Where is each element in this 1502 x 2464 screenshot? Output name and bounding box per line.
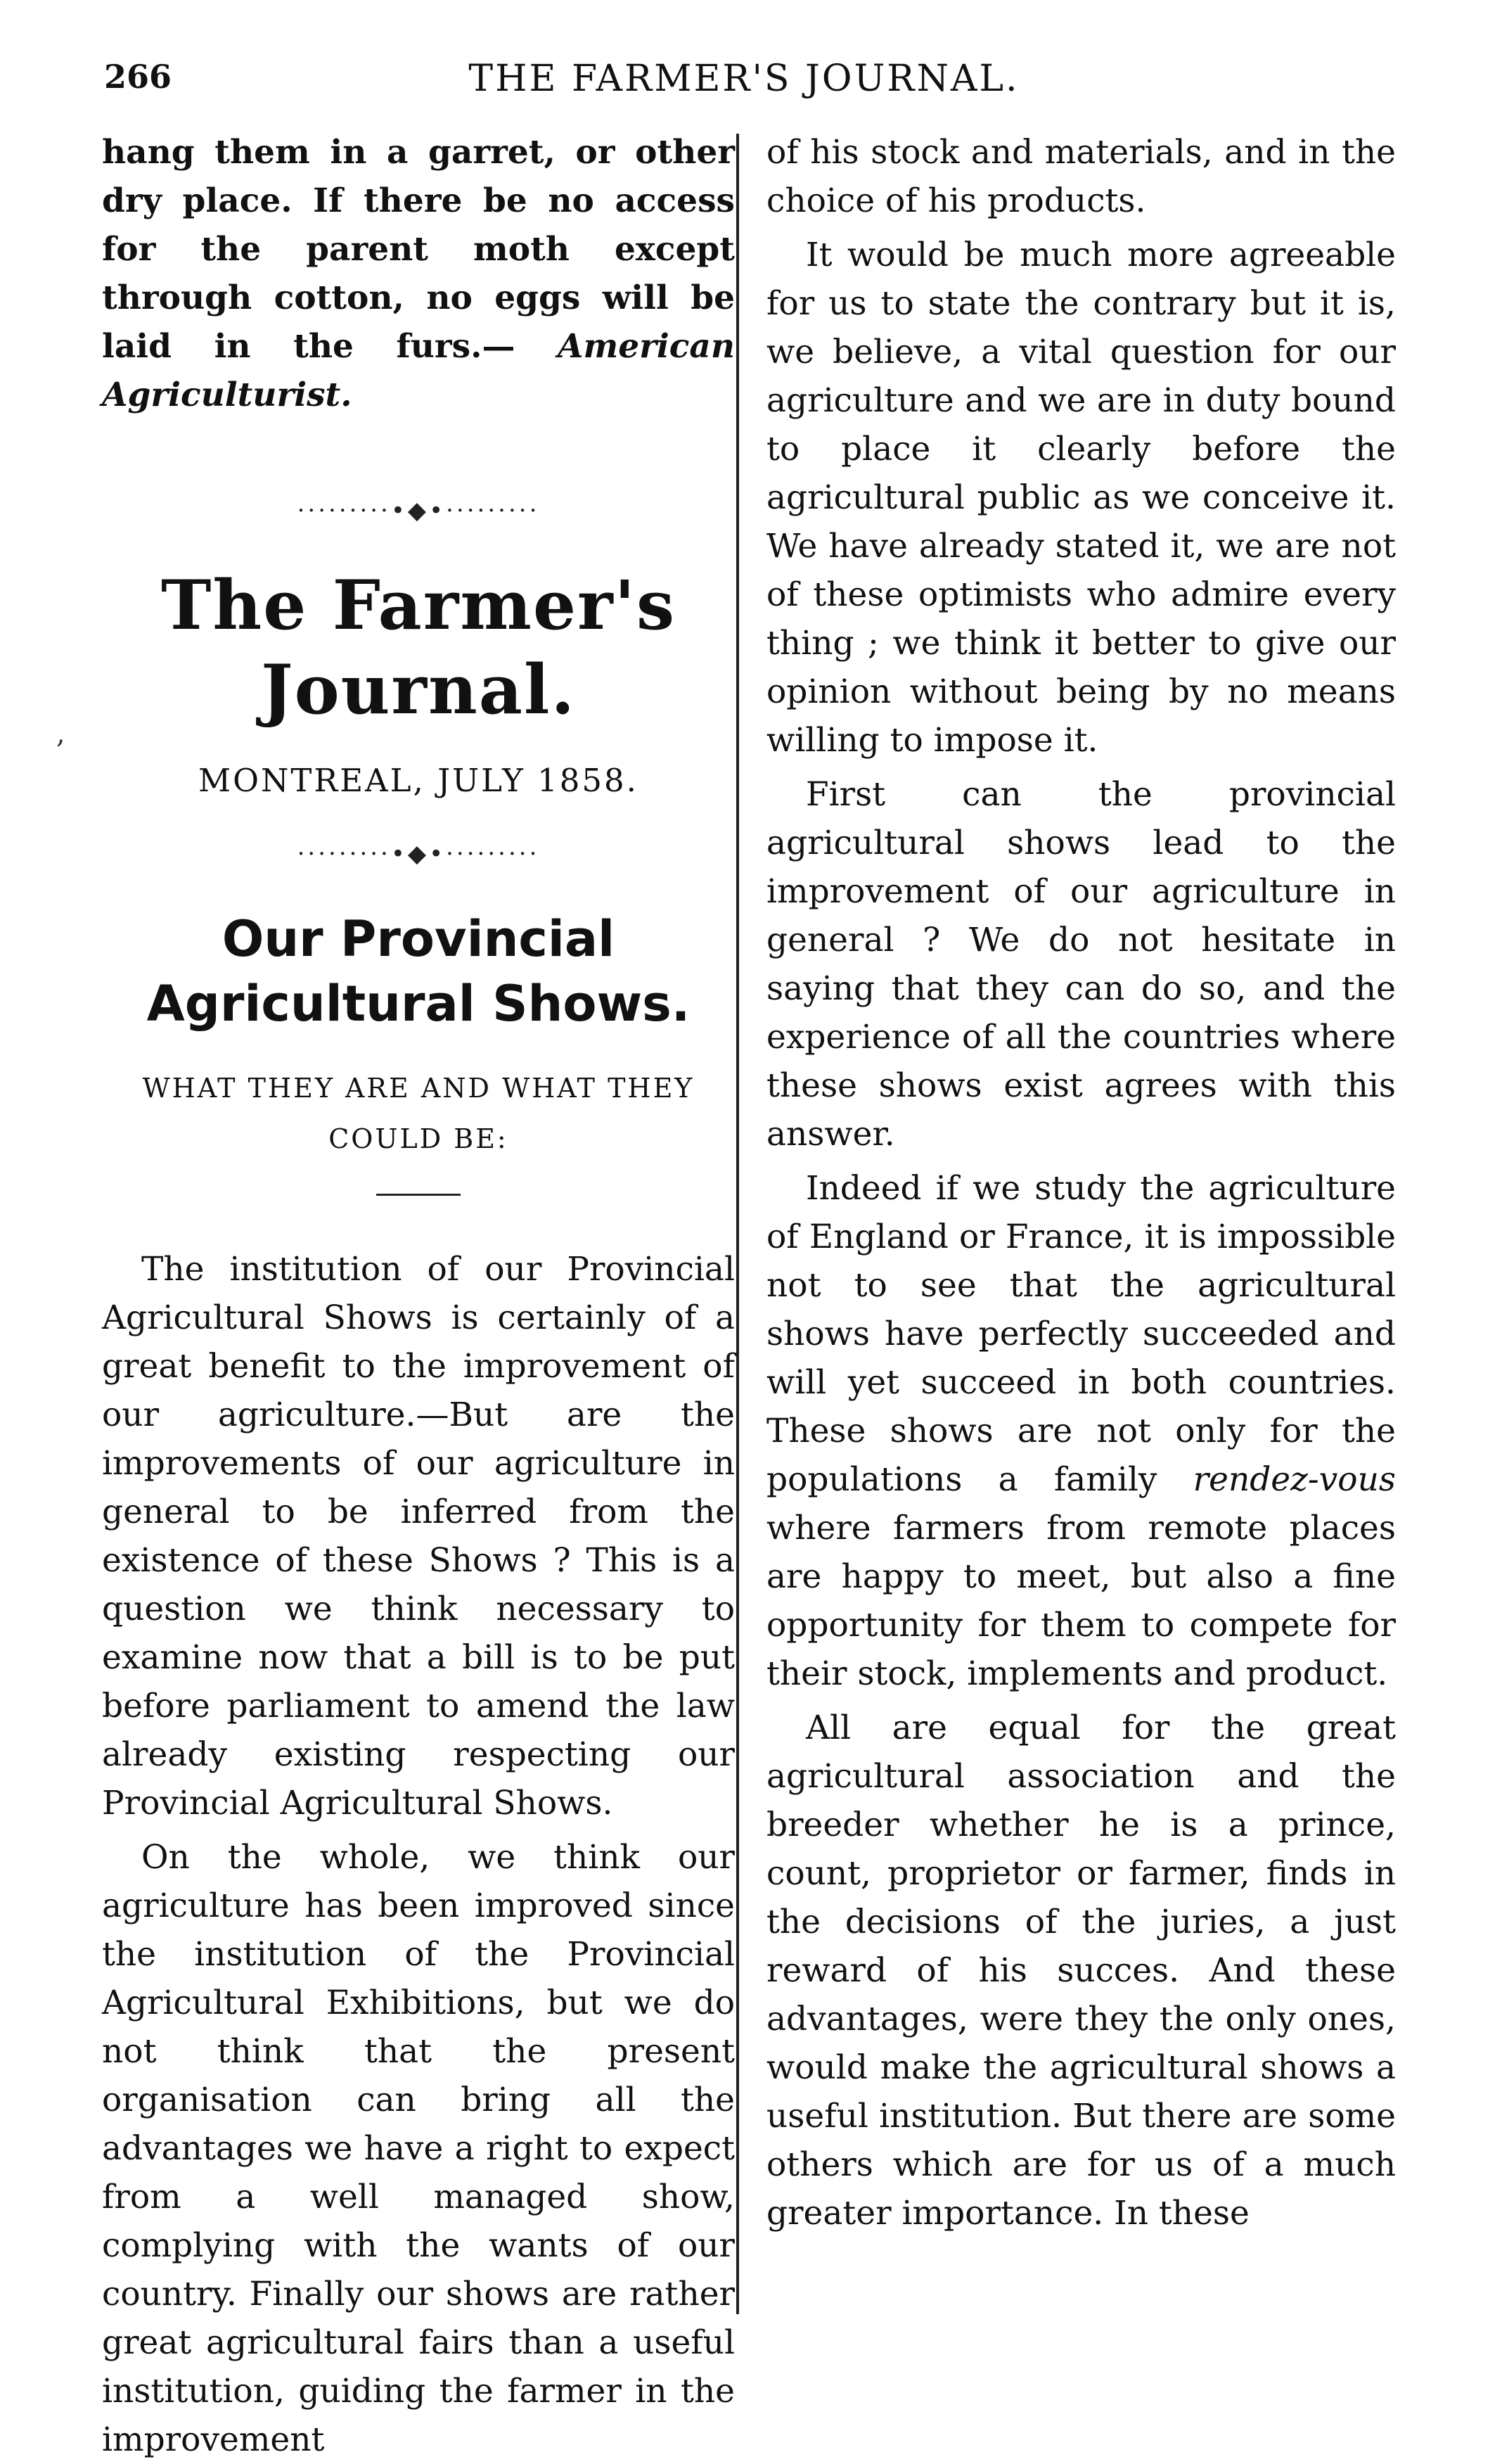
intro-text: hang them in a garret, or other dry place. If there be no access for the parent moth except through cotton, no eggs will be laid in the furs.— xyxy=(102,133,735,366)
body-text: where farmers from remote places are happy to meet, but also a fine opportunity for them to compete for their stock, implements and product. xyxy=(766,1509,1396,1693)
body-paragraph xyxy=(766,1164,1396,1698)
italic-phrase: rendez-vous xyxy=(1193,1460,1396,1499)
body-text: Indeed if we study the agriculture of England or France, it is impossible not to see that the agricultural shows have perfectly succeeded and will yet succeed in both countries. These shows are not only for the populations a family xyxy=(766,1169,1396,1499)
running-head xyxy=(104,48,1384,104)
body-paragraph: On the whole, we think our agriculture has been improved since the institution of the Provincial Agricultural Exhibitions, but we do not think that the present organisation can bring all the advantages we have a right to expect from a well managed show, complying with the wants of our country. Finally our shows are rather great agricultural fairs than a useful institution, guiding the farmer in the improvement xyxy=(102,1838,735,2459)
intro-paragraph xyxy=(102,128,735,419)
article-subtitle: WHAT THEY ARE AND WHAT THEY COULD BE: xyxy=(142,1073,695,1154)
article-title: Our Provincial Agricultural Shows. xyxy=(146,910,691,1033)
margin-tick-mark: , xyxy=(56,717,65,750)
intro-attribution: American Agriculturist. xyxy=(102,327,735,414)
body-paragraph: All are equal for the great agricultural association and the breeder whether he is a prince, count, proprietor or farmer, finds in the decisions of the juries, a just reward of his succes. And these advantages, were they the only ones, would make the agricultural shows a useful institution. But there are some others which are for us of a much greater importance. In these xyxy=(766,1709,1396,2233)
body-paragraph: of his stock and materials, and in the choice of his products. xyxy=(766,133,1396,220)
left-column xyxy=(102,128,735,2464)
column-divider xyxy=(736,134,739,2314)
body-paragraph: It would be much more agreeable for us to state the contrary but it is, we believe, a vital question for our agriculture and we are in duty bound to place it clearly before the agricultural public as we conceive it. We have already stated it, we are not of these optimists who admire every thing ; we think it better to give our opinion without being by no means willing to impose it. xyxy=(766,236,1396,760)
body-paragraph: The institution of our Provincial Agricultural Shows is certainly of a great benefit to the improvement of our agriculture.—But are the improvements of our agriculture in general to be inferred from the existence of these Shows ? This is a question we think necessary to examine now that a bill is to be put before parliament to amend the law already existing respecting our Provincial Agricultural Shows. xyxy=(102,1250,735,1823)
body-paragraph: First can the provincial agricultural shows lead to the improvement of our agriculture in general ? We do not hesitate in saying that they can do so, and the experience of all the countries where these shows exist agrees with this answer. xyxy=(766,775,1396,1154)
dateline: MONTREAL, JULY 1858. xyxy=(198,762,638,799)
ornament-divider: ·········•◆•········· xyxy=(297,497,540,525)
right-column xyxy=(766,128,1396,2238)
short-rule xyxy=(376,1194,461,1196)
masthead: The Farmer's Journal. xyxy=(160,566,676,729)
ornament-divider-2: ·········•◆•········· xyxy=(297,840,540,868)
journal-running-title: THE FARMER'S JOURNAL. xyxy=(468,58,1020,100)
page-number: 266 xyxy=(104,58,172,96)
